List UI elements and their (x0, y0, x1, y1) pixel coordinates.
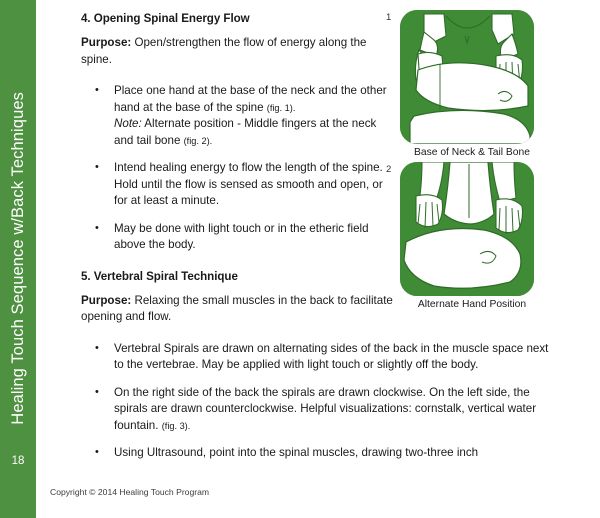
list-item (81, 221, 393, 254)
page-number: 18 (11, 455, 25, 467)
figure-ref: (fig. 1). (266, 102, 296, 113)
bullet-text: May be done with light touch or in the etheric field above the body. (114, 221, 369, 251)
section-heading-5: 5. Vertebral Spiral Technique (81, 269, 238, 283)
purpose-label-5: Purpose: (81, 293, 132, 307)
bullet-list-5 (81, 341, 551, 462)
figure-number-2: 2 (386, 164, 392, 175)
figure-ref: (fig. 2). (183, 135, 213, 146)
section-heading-4: 4. Opening Spinal Energy Flow (81, 12, 250, 25)
purpose-label-4: Purpose: (81, 36, 132, 49)
figure-number-1: 1 (386, 12, 392, 23)
figure-caption-2: Alternate Hand Position (417, 299, 527, 310)
bullet-text: Intend healing energy to flow the length of the spine. Hold until the flow is sensed as smooth and open, or for at least a minute. (114, 161, 383, 207)
figure-2 (386, 162, 586, 310)
figure-column (386, 10, 586, 314)
list-item (81, 341, 551, 374)
list-item (81, 445, 551, 462)
sidebar (0, 0, 36, 518)
illustration-alternate-hand-position-icon (400, 162, 534, 296)
list-item (81, 385, 551, 435)
figure-1 (386, 10, 586, 158)
bullet-text: Vertebral Spirals are drawn on alternating sides of the back in the muscle space next to the vertebrae. May be applied with light touch or slightly off the body. (114, 341, 549, 371)
bullet-list-4 (81, 83, 393, 254)
copyright-footer: Copyright © 2014 Healing Touch Program (50, 487, 210, 497)
sidebar-title-text: Healing Touch Sequence w/Back Techniques (8, 91, 27, 425)
figure-caption-1: Base of Neck & Tail Bone (413, 147, 530, 158)
purpose-paragraph-4 (81, 35, 393, 68)
illustration-base-of-neck-and-tail-bone-icon (400, 10, 534, 144)
purpose-paragraph-5 (81, 293, 393, 326)
list-item (81, 83, 393, 149)
purpose-text-5: Relaxing the small muscles in the back to facilitate opening and flow. (81, 293, 393, 323)
figure-ref: (fig. 3). (161, 420, 191, 431)
list-item (81, 160, 393, 210)
bullet-text-part1: On the right side of the back the spirals are drawn clockwise. On the left side, the spirals are drawn counterclockwise. Helpful visualizations: cornstalk, vertical water fountain. (114, 385, 537, 432)
sidebar-title (0, 58, 36, 458)
note-label: Note: (114, 117, 142, 130)
page-content (36, 0, 600, 518)
bullet-text-part1: Place one hand at the base of the neck and the other hand at the base of the spine (114, 84, 387, 114)
bullet-text: Using Ultrasound, point into the spinal muscles, drawing two-three inch (114, 446, 479, 459)
bullet-text-part2: Alternate position - Middle fingers at the neck and tail bone (114, 117, 377, 147)
purpose-text-4: Open/strengthen the flow of energy along the spine. (81, 36, 367, 66)
